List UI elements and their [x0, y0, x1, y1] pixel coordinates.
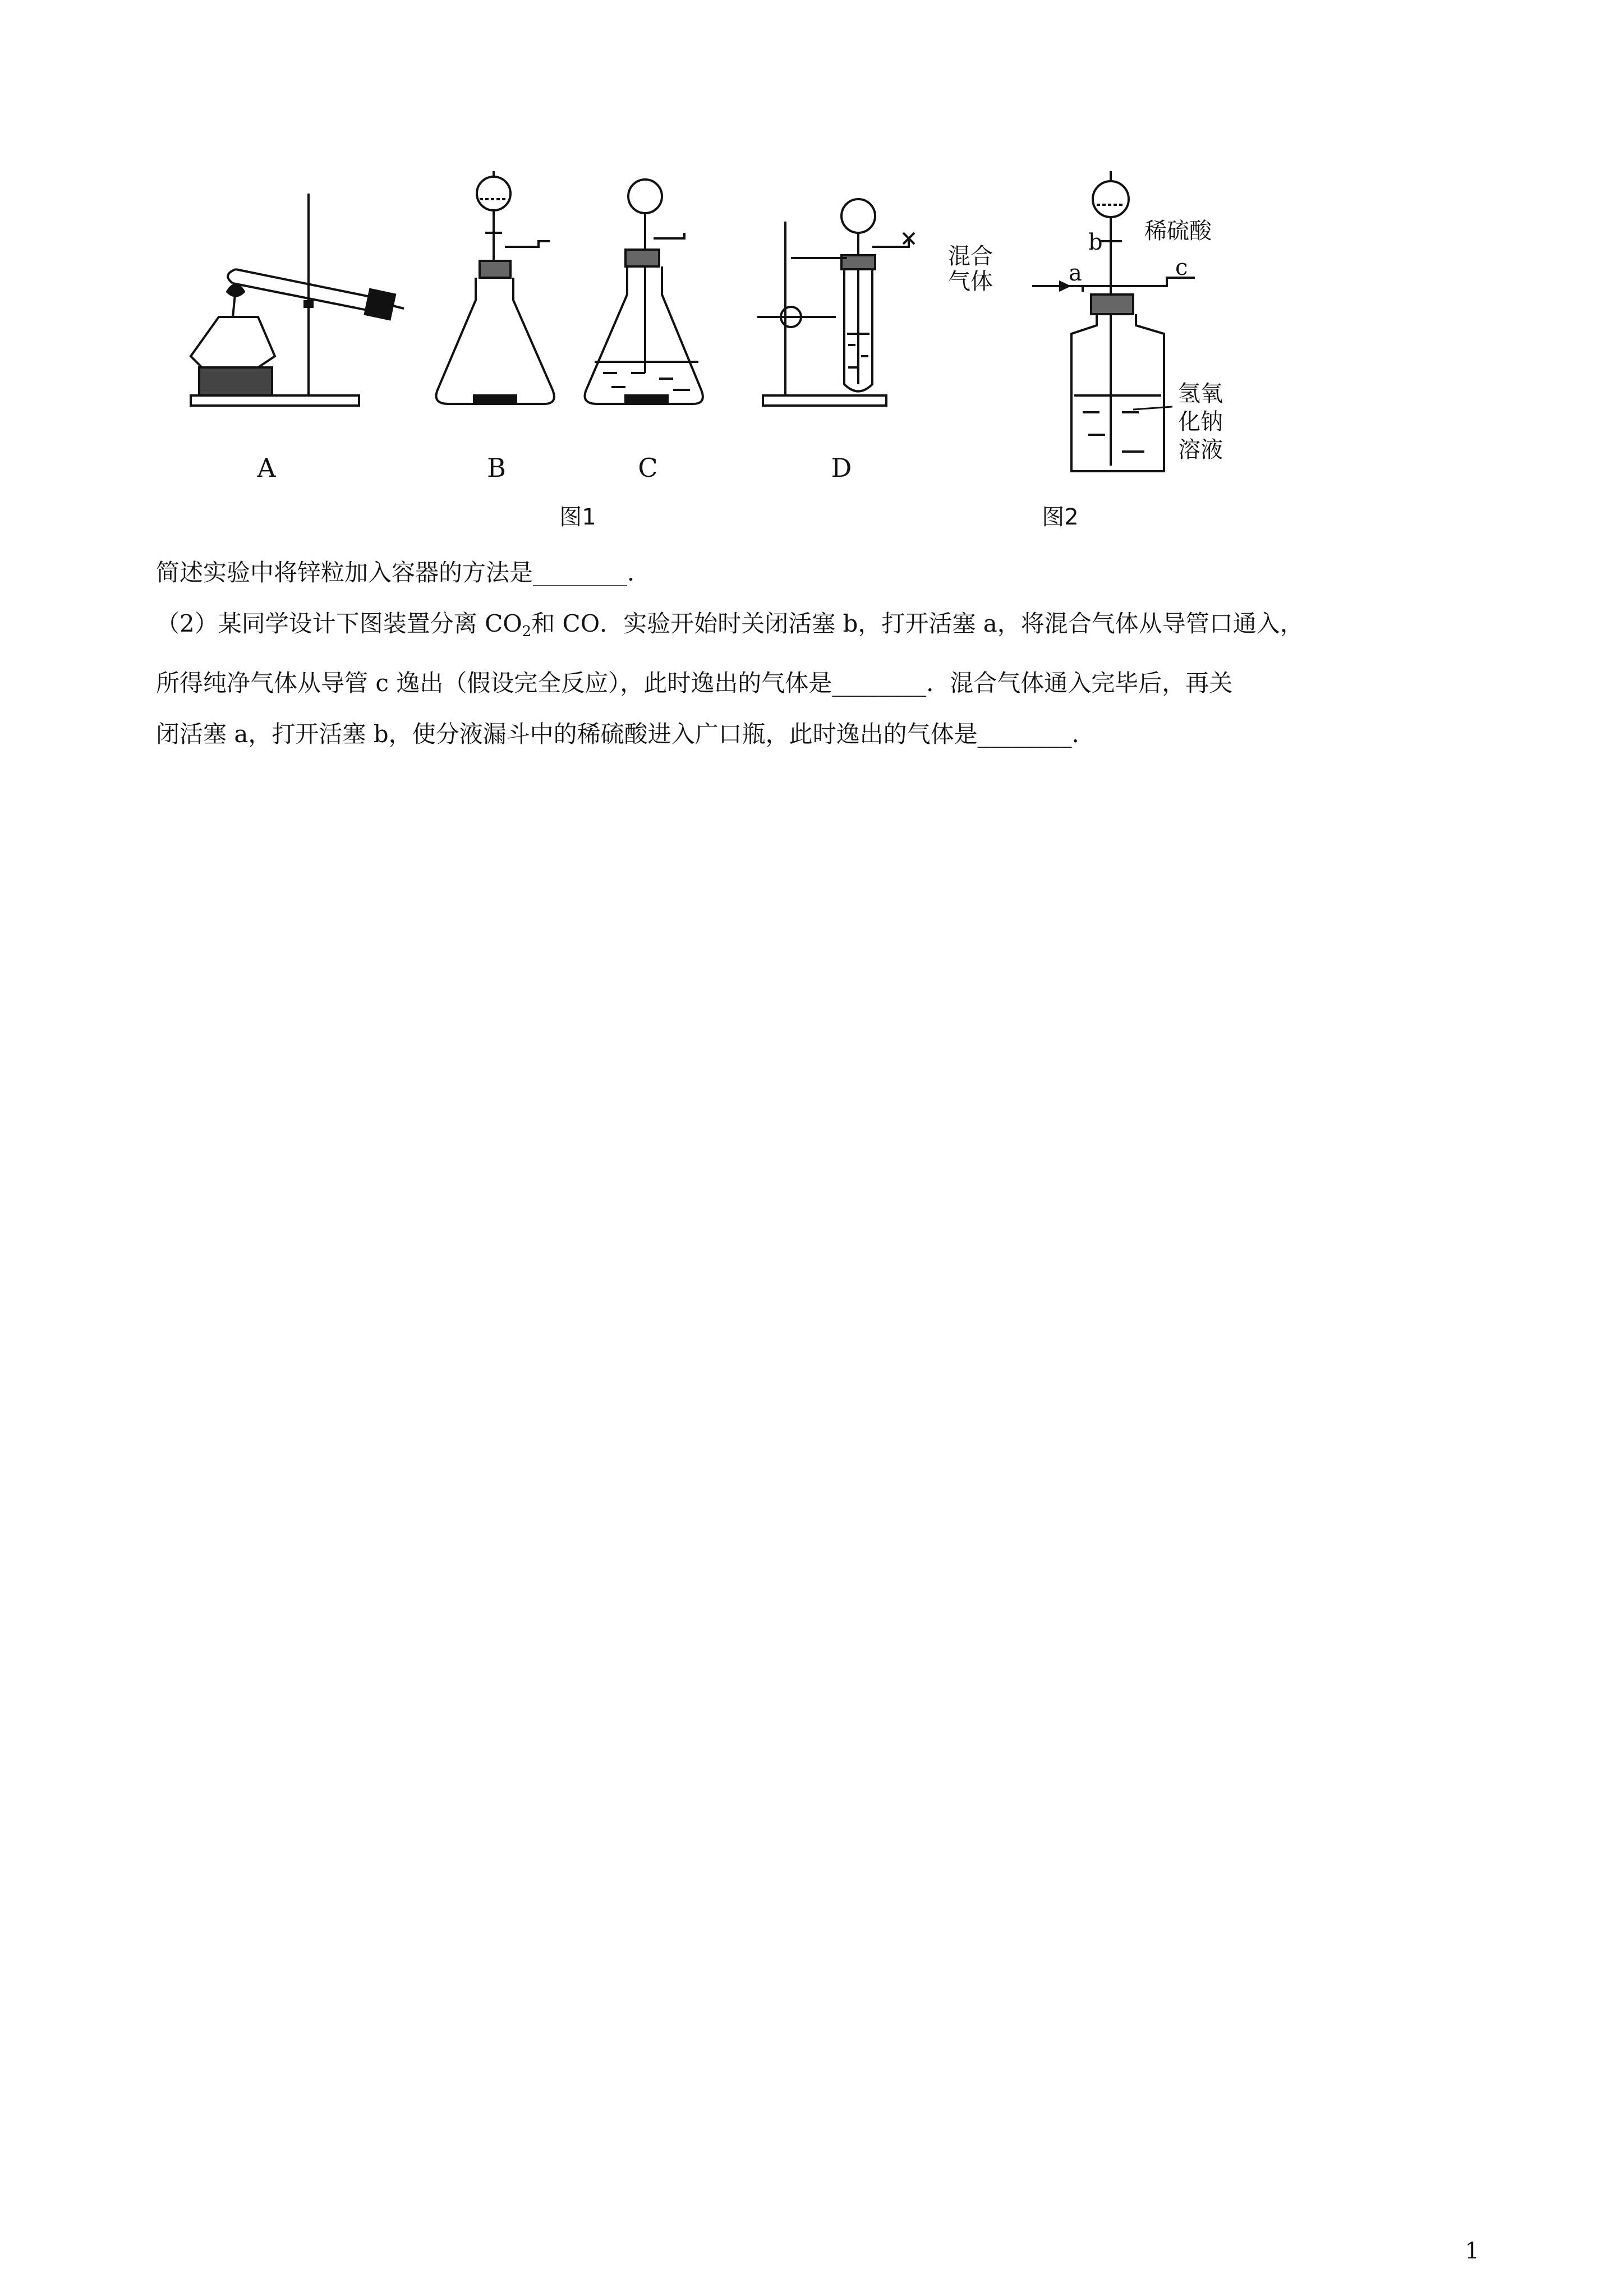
mixed-gas-label-2: 气体: [948, 269, 993, 295]
co2-subscript: 2: [522, 623, 532, 640]
mixed-gas-label-1: 混合: [948, 243, 993, 269]
valve-b-label: b: [1088, 229, 1103, 255]
text-line-2: [156, 598, 1480, 657]
question-text: [156, 547, 1480, 760]
figure-label-c: C: [638, 453, 658, 483]
figure1-caption: 图1: [559, 504, 596, 530]
acid-label: 稀硫酸: [1144, 218, 1212, 244]
apparatus-diagram: [168, 149, 1262, 541]
text-line-2-a: （2）某同学设计下图装置分离 CO: [156, 610, 522, 637]
valve-a-label: a: [1069, 260, 1082, 286]
page-number: 1: [1465, 2238, 1479, 2264]
figure-label-b: B: [487, 453, 506, 483]
figure-label-a: A: [257, 453, 276, 483]
solution-label-3: 溶液: [1178, 437, 1223, 463]
apparatus-figure2: [1032, 171, 1195, 471]
text-line-4: 闭活塞 a，打开活塞 b，使分液漏斗中的稀硫酸进入广口瓶，此时逸出的气体是________．: [156, 720, 1096, 748]
apparatus-d: [757, 199, 914, 406]
text-line-3: 所得纯净气体从导管 c 逸出（假设完全反应），此时逸出的气体是________．混合气体通入完毕后，再关: [156, 669, 1233, 697]
solution-label-1: 氢氧: [1178, 381, 1223, 407]
figure-label-d: D: [831, 453, 852, 483]
outlet-c-label: c: [1175, 255, 1188, 280]
apparatus-figures: [168, 149, 1262, 541]
apparatus-a: [191, 194, 404, 406]
figure2-caption: 图2: [1042, 504, 1079, 530]
solution-label-2: 化钠: [1178, 409, 1223, 435]
apparatus-b: [436, 171, 554, 404]
text-line-2-b: 和 CO．实验开始时关闭活塞 b，打开活塞 a，将混合气体从导管口通入，: [531, 610, 1304, 637]
apparatus-c: [585, 180, 703, 404]
text-line-1: 简述实验中将锌粒加入容器的方法是________．: [156, 559, 651, 586]
